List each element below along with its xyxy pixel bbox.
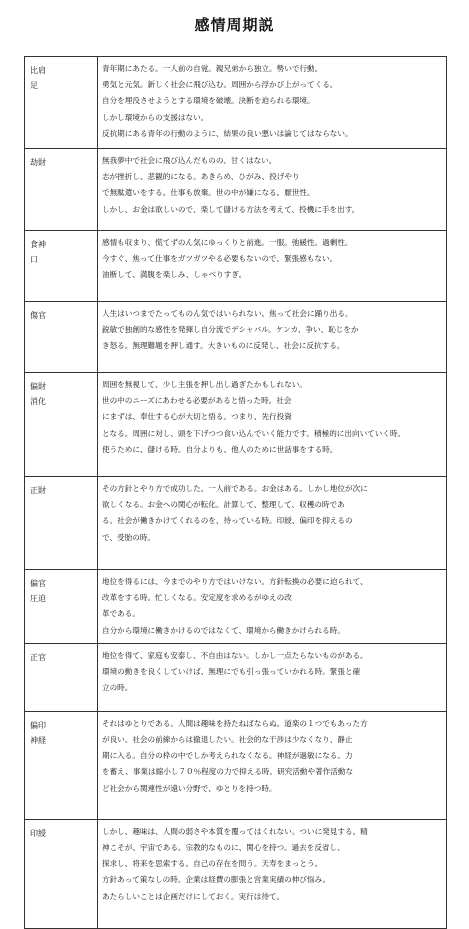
row-label: [25, 149, 98, 231]
row-description: [98, 570, 447, 644]
row-label-line: 正財: [30, 486, 46, 495]
row-label: [25, 302, 98, 373]
table-row: [25, 711, 447, 819]
description-line: 地位を得るには、今までのやり方ではいけない。方針転換の必要に迫られて、: [102, 577, 368, 586]
description-line: その方針とやり方で成功した。一人前である。お金はある。しかし地位が次に: [102, 484, 368, 493]
description-line: が良い。社会の前線からは撤退したい。社会的な干渉は少なくなり、静止: [102, 735, 353, 745]
table-row: [25, 373, 447, 477]
description-line: 鋭敏で独創的な感性を発揮し自分流でデシャバル。ケンカ、争い、恥じをか: [102, 325, 359, 335]
row-label-line: 偏財: [30, 382, 46, 391]
row-description: [98, 57, 447, 149]
row-label: [25, 570, 98, 644]
description-line: 立の時。: [102, 683, 133, 693]
row-label-line: 正官: [30, 652, 46, 662]
table-row: [25, 231, 447, 302]
description-line: 今すぐ、焦って仕事をガツガツやる必要もないので、緊張感もない。: [102, 254, 338, 264]
row-label-line: 傷官: [30, 311, 46, 320]
description-line: 神こそが、宇宙である。宗教的なものに、関心を持つ。過去を反省し、: [102, 843, 345, 853]
description-line: で無駄遣いをする。仕事も放棄。世の中が嫌になる。厭世性。: [102, 188, 315, 198]
table-row: [25, 302, 447, 373]
description-line: 青年期にあたる。一人前の自覚。親兄弟から独立。勢いで行動。: [102, 64, 323, 73]
row-description: [98, 711, 447, 819]
description-line: ど社会から関連性が遠い分野で、ゆとりを持つ時。: [102, 783, 277, 793]
row-label: [25, 57, 98, 149]
description-line: 感情も収まり、慌てずのん気にゆっくりと前進。一服。弛緩性。過剰性。: [102, 238, 353, 247]
description-line: あたらしいことは企画だけにしておく。実行は待て。: [102, 891, 284, 901]
row-label-line: 比肩: [30, 66, 46, 75]
row-description: [98, 231, 447, 302]
description-line: 期に入る。自分の枠の中でしか考えられなくなる。神経が過敏になる。力: [102, 751, 353, 761]
description-line: き怒る。無理難題を押し通す。大きいものに反発し、社会に反抗する。: [102, 341, 345, 351]
description-line: 探求し、将来を思索する。自己の存在を問う。天寿をまっとう。: [102, 859, 323, 869]
table-row: [25, 149, 447, 231]
row-label-line: 偏官: [30, 579, 46, 588]
row-label-line: 口: [30, 255, 38, 264]
description-line: を蓄え、事業は縮小し７０％程度の力で抑える時。研究活動や著作活動な: [102, 767, 354, 777]
table-row: [25, 477, 447, 570]
description-line: にまずは、奉仕する心が大切と悟る。つまり、先行投資: [102, 412, 292, 422]
row-label-line: 食神: [30, 240, 46, 249]
description-line: 志が挫折し、悲観的になる。あきらめ、ひがみ、投げやり: [102, 172, 300, 182]
description-line: 革である。: [102, 609, 140, 619]
description-line: 人生はいつまでたってものん気ではいられない。焦って社会に踊り出る。: [102, 309, 353, 318]
row-label-line: 神経: [30, 735, 46, 745]
row-label-line: 消化: [30, 397, 46, 406]
row-description: [98, 819, 447, 928]
description-line: しかし、お金は欲しいので、楽して儲ける方法を考えて、投機に手を出す。: [102, 204, 360, 214]
cycle-table: [24, 56, 447, 929]
row-label-line: 足: [30, 81, 38, 90]
description-line: 地位を得て、家庭も安泰し、不自由はない。しかし一点たらないものがある。: [102, 650, 368, 660]
row-label: [25, 819, 98, 928]
description-line: 反抗期にある青年の行動のように、結果の良い悪いは論じてはならない。: [102, 128, 353, 138]
description-line: しかし、趣味は、人間の弱さや本質を覆ってはくれない。ついに発見する。精: [102, 826, 368, 836]
description-line: しかし環境からの支援はない。: [102, 112, 209, 122]
description-line: 環境の動きを良くしていけば、無理にでも引っ張っていかれる時。緊張と確: [102, 667, 361, 677]
row-label: [25, 711, 98, 819]
table-row: [25, 643, 447, 711]
description-line: それはゆとりである。人間は趣味を持たねばならぬ。道楽の１つでもあった方: [102, 718, 368, 728]
row-label-line: 偏印: [30, 720, 46, 730]
row-label: [25, 231, 98, 302]
row-label-line: 劫財: [30, 158, 46, 167]
description-line: 自分から環境に働きかけるのではなくて、環境から働きかけられる時。: [102, 625, 345, 635]
row-description: [98, 643, 447, 711]
row-label-line: 圧迫: [30, 594, 46, 603]
row-description: [98, 149, 447, 231]
description-line: 世の中のニーズにあわせる必要があると悟った時。社会: [102, 396, 292, 406]
row-label: [25, 643, 98, 711]
row-description: [98, 302, 447, 373]
description-line: 無我夢中で社会に飛び込んだものの、甘くはない。: [102, 156, 277, 165]
row-description: [98, 477, 447, 570]
description-line: 方針あって策なしの時。企業は経費の膨張と営業実績の伸び悩み。: [102, 875, 331, 885]
table-row: [25, 57, 447, 149]
description-line: で、受胎の時。: [102, 532, 156, 542]
description-line: 勇気と元気。新しく社会に飛び込む。周囲から浮かび上がってくる。: [102, 80, 338, 90]
description-line: 欲しくなる。お金への関心が転化。計算して、整理して、収穫の時であ: [102, 500, 345, 510]
row-label-line: 印綬: [30, 828, 46, 838]
page-title: 感情周期説: [194, 16, 275, 34]
table-row: [25, 570, 447, 644]
row-label: [25, 477, 98, 570]
description-line: 周囲を無視して、少し主張を押し出し過ぎたかもしれない。: [102, 380, 307, 389]
description-line: 使うために、儲ける時。自分よりも、他人のために世話事をする時。: [102, 444, 338, 454]
table-row: [25, 819, 447, 928]
description-line: となる。周囲に対し、頭を下げつつ食い込んでいく能力です。積極的に出向いていく時。: [102, 428, 406, 438]
description-line: 自分を埋没させようとする環境を破壊。決断を迫られる環境。: [102, 96, 315, 106]
row-description: [98, 373, 447, 477]
description-line: 油断して、満腹を楽しみ、しゃべりすぎ。: [102, 270, 247, 280]
cycle-table-body: [25, 57, 447, 929]
row-label: [25, 373, 98, 477]
description-line: 改革をする時。忙しくなる。安定度を求めるがゆえの改: [102, 593, 292, 603]
description-line: る。社会が働きかけてくれるのを、待っている時。印綬、偏印を抑えるの: [102, 516, 353, 526]
